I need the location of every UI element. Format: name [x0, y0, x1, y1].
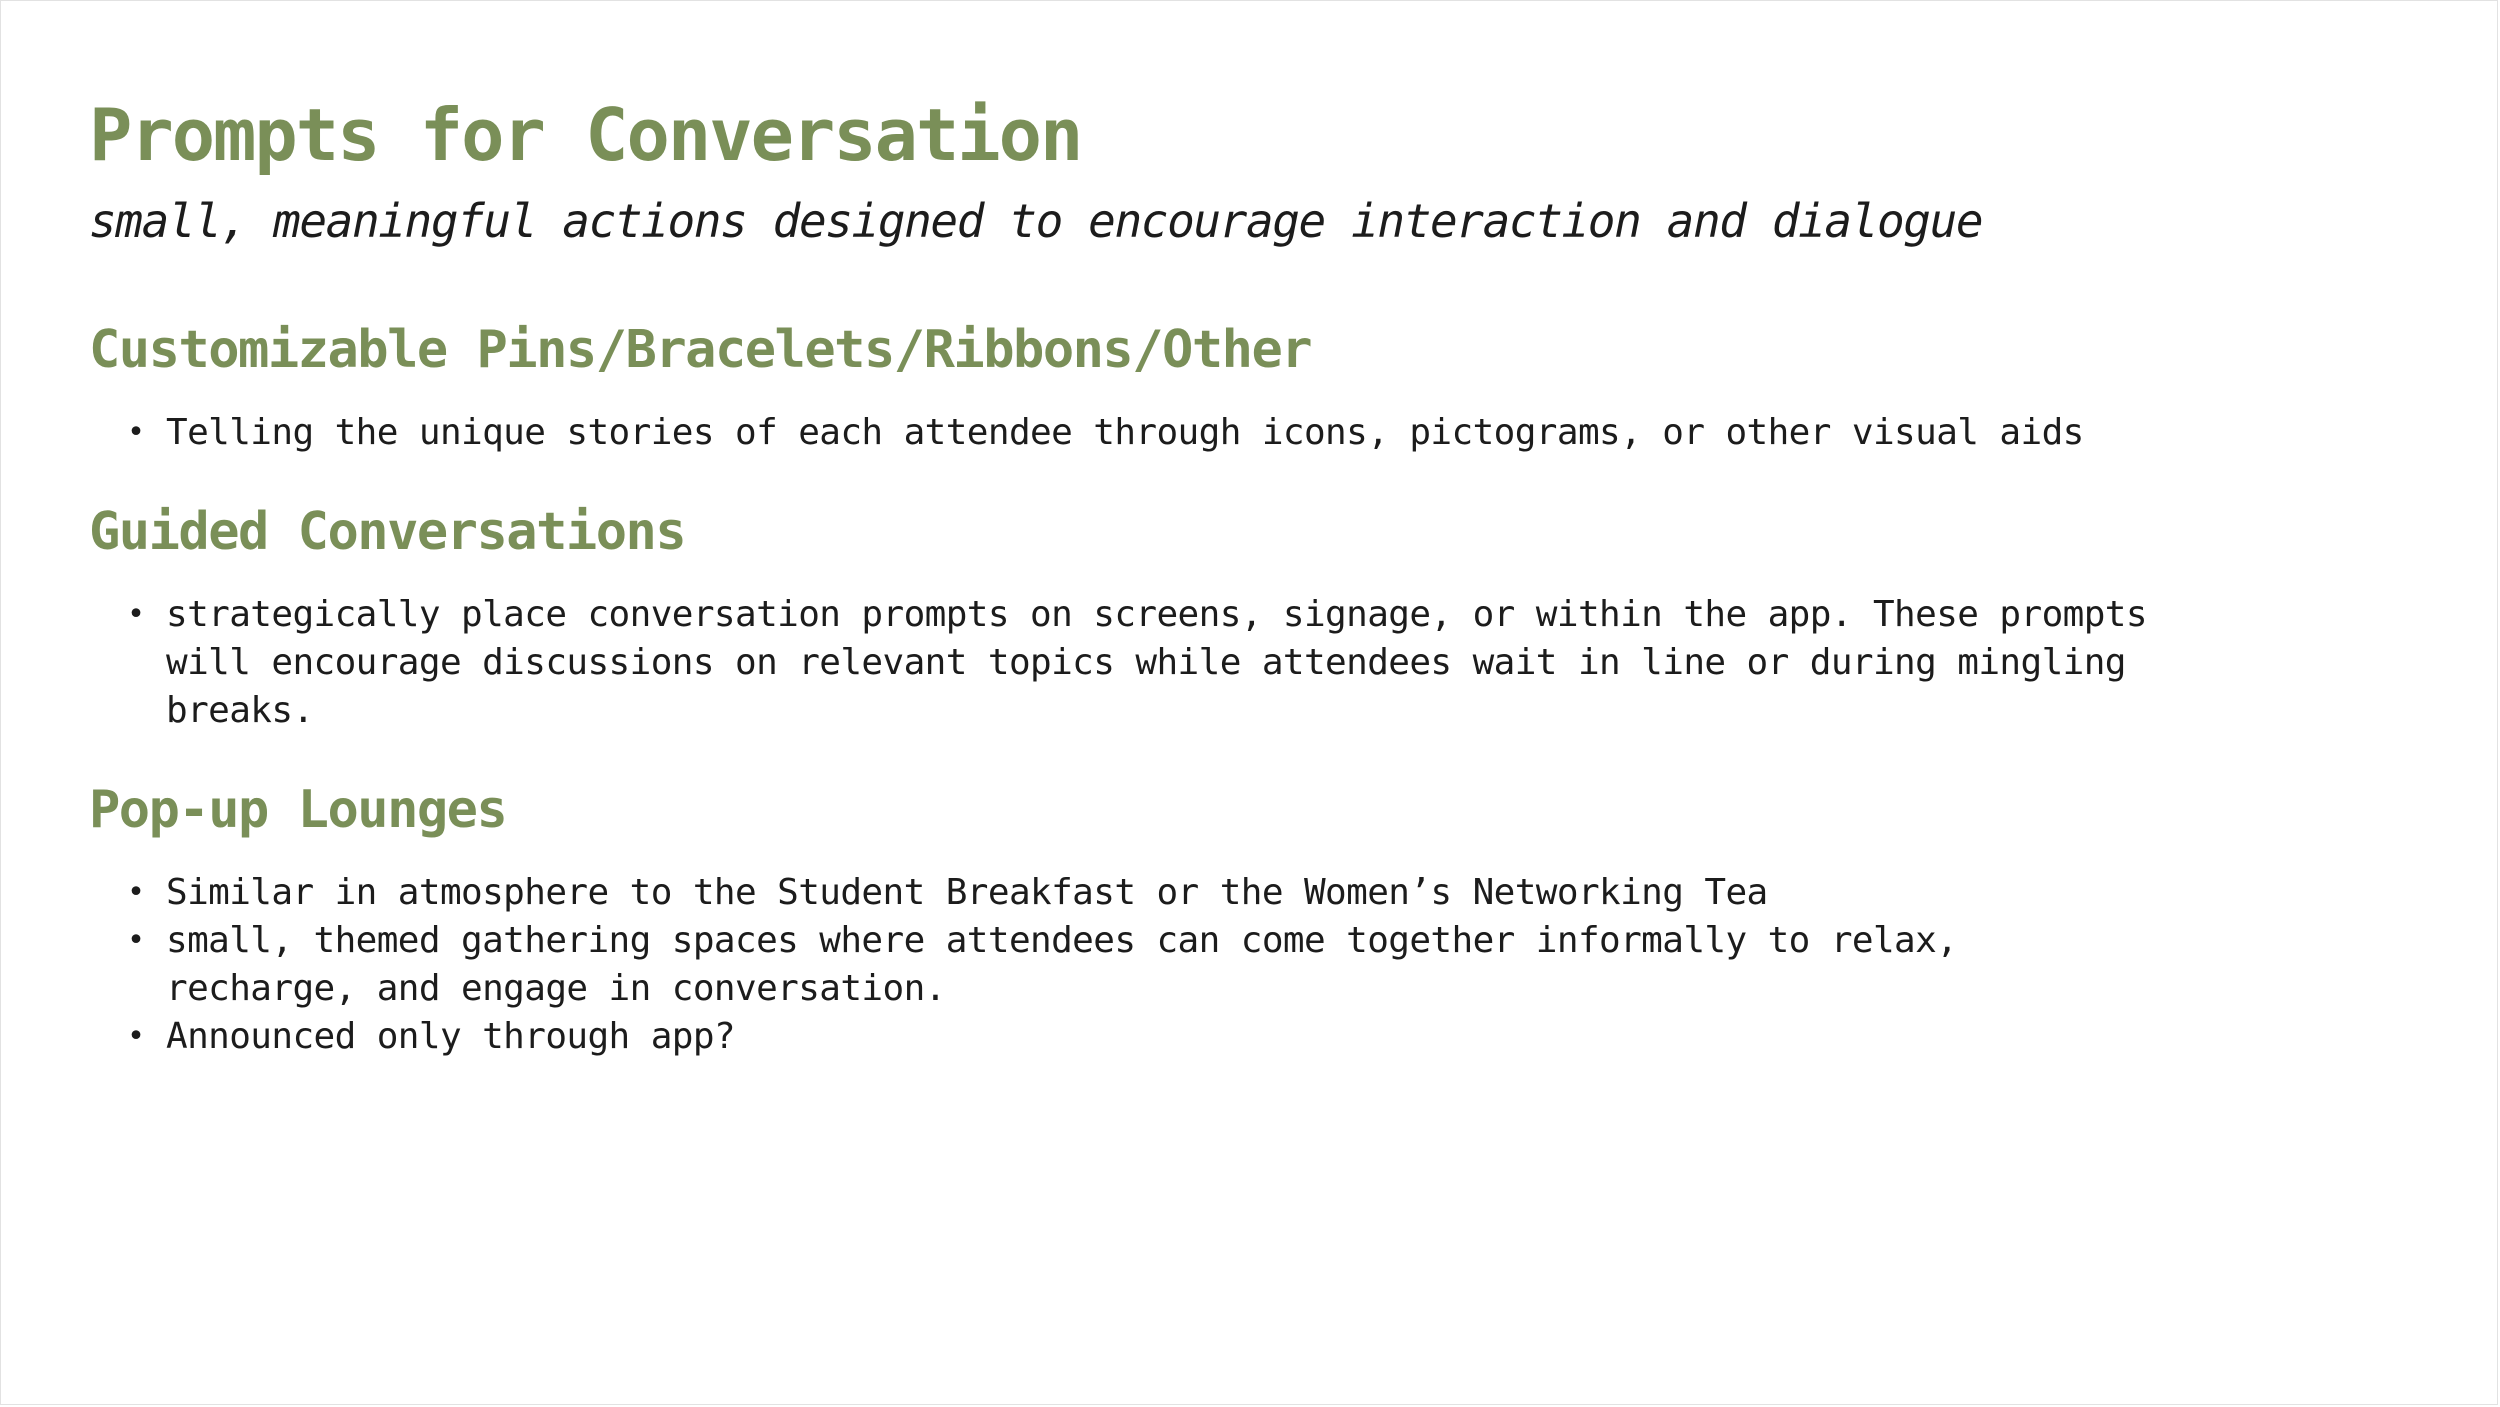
bullet-list [89, 409, 2339, 457]
page-subtitle: small, meaningful actions designed to encourage interaction and dialogue [89, 194, 1983, 248]
bullet-icon: • [127, 415, 145, 450]
bullet-item [89, 1013, 2189, 1061]
bullet-icon: • [127, 1019, 145, 1054]
bullet-list [89, 591, 2339, 735]
bullet-item [89, 409, 2189, 457]
bullet-item [89, 591, 2169, 735]
bullet-item [89, 869, 2189, 917]
bullet-text: strategically place conversation prompts on screens, signage, or within the app. These prompts will encourage discussions on relevant topics while attendees wait in line or during mingling breaks. [166, 594, 2147, 731]
slide-content [89, 89, 2339, 1061]
bullet-icon: • [127, 923, 145, 958]
bullet-icon: • [127, 597, 145, 632]
page-title: Prompts for Conversation [89, 93, 1082, 177]
section-heading: Customizable Pins/Bracelets/Ribbons/Other [89, 320, 1312, 380]
section-heading: Pop-up Lounges [89, 780, 507, 840]
bullet-text: Telling the unique stories of each attendee through icons, pictograms, or other visual aids [166, 412, 2084, 453]
section-guided-conversations [89, 499, 2339, 735]
section-heading: Guided Conversations [89, 502, 686, 562]
section-customizable-pins [89, 317, 2339, 457]
section-pop-up-lounges [89, 777, 2339, 1061]
bullet-text: Similar in atmosphere to the Student Breakfast or the Women’s Networking Tea [166, 872, 1768, 913]
bullet-text: small, themed gathering spaces where attendees can come together informally to relax, recharge, and engage in conversation. [166, 920, 1958, 1009]
bullet-text: Announced only through app? [166, 1016, 735, 1057]
bullet-item [89, 917, 2029, 1013]
bullet-icon: • [127, 875, 145, 910]
bullet-list [89, 869, 2339, 1061]
